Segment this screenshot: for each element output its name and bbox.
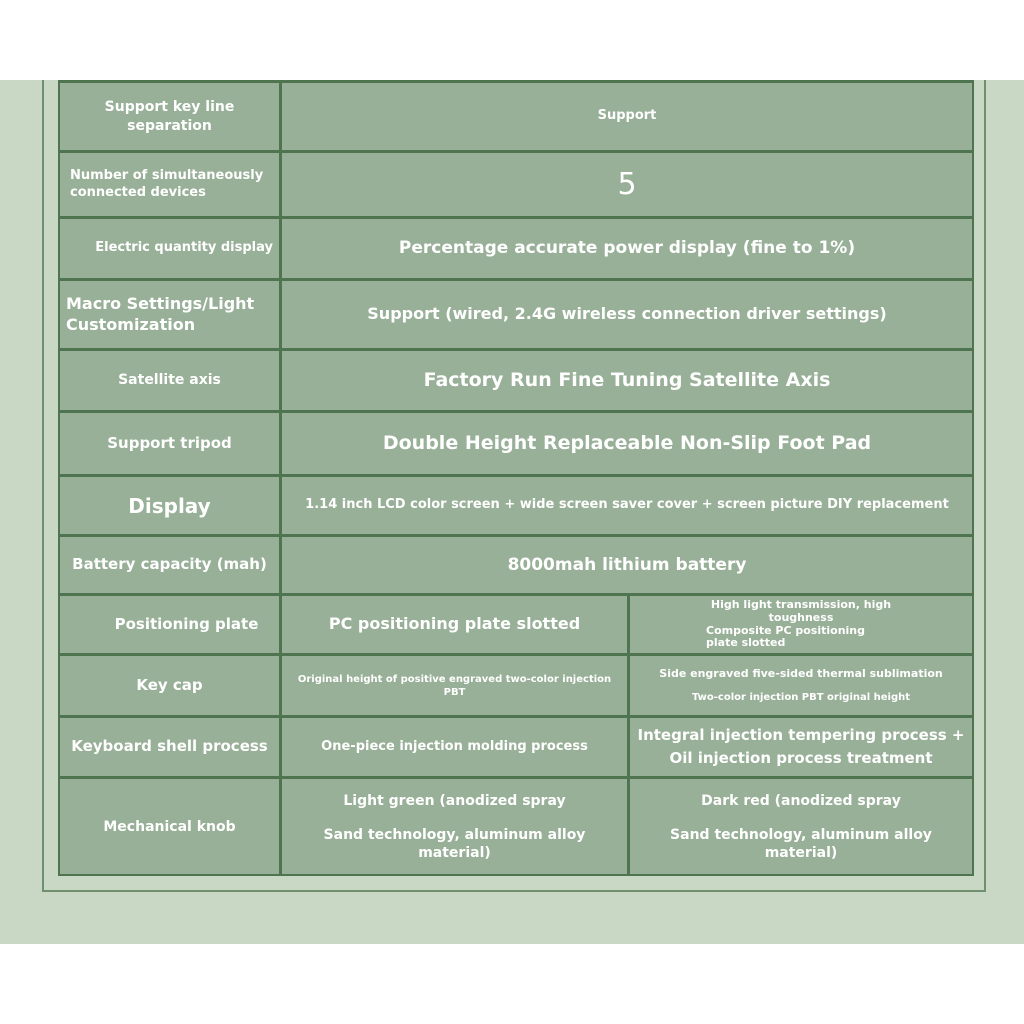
table-row <box>60 477 972 537</box>
row-value-b <box>630 779 972 875</box>
row-label: Macro Settings/Light Customization <box>60 281 282 348</box>
table-row <box>60 153 972 219</box>
row-value-b-line2: Two-color injection PBT original height <box>691 692 911 704</box>
row-label: Key cap <box>60 656 282 715</box>
row-value-b-line1: Dark red (anodized spray <box>701 792 901 809</box>
table-row <box>60 351 972 413</box>
row-value-b-line2: Sand technology, aluminum alloy material) <box>670 826 932 862</box>
table-row <box>60 219 972 281</box>
table-row <box>60 779 972 875</box>
row-label: Satellite axis <box>60 351 282 410</box>
row-value: 8000mah lithium battery <box>507 554 747 575</box>
row-value: Double Height Replaceable Non-Slip Foot Pad <box>382 432 872 455</box>
table-row <box>60 537 972 596</box>
row-label: Positioning plate <box>60 596 282 653</box>
table-row <box>60 413 972 477</box>
row-value-b <box>630 596 972 653</box>
row-value-a-line1: Light green (anodized spray <box>343 792 566 809</box>
table-row <box>60 718 972 779</box>
table-row <box>60 656 972 718</box>
row-label: Keyboard shell process <box>60 718 282 776</box>
row-label: Electric quantity display <box>60 219 282 278</box>
row-value: 5 <box>617 167 637 202</box>
row-value-b-line2: Composite PC positioning plate slotted <box>706 623 865 650</box>
row-label: Battery capacity (mah) <box>60 537 282 593</box>
row-value-b-line1: Side engraved five-sided thermal sublimation <box>659 666 943 680</box>
row-value-b-line1: High light transmission, high toughness <box>710 598 892 624</box>
spec-table <box>58 80 974 876</box>
row-label: Number of simultaneously connected devices <box>60 153 282 216</box>
row-value-b <box>630 718 972 776</box>
row-value-b <box>630 656 972 715</box>
row-value-a: One-piece injection molding process <box>282 718 630 776</box>
row-value: Percentage accurate power display (fine to 1%) <box>398 238 856 259</box>
table-row <box>60 596 972 656</box>
row-value-b-line1: Integral injection tempering process + <box>637 725 965 744</box>
row-value: Factory Run Fine Tuning Satellite Axis <box>423 369 831 392</box>
row-value-a <box>282 779 630 875</box>
row-label: Mechanical knob <box>60 779 282 875</box>
table-row <box>60 281 972 351</box>
row-value-a-line2: Sand technology, aluminum alloy material) <box>323 826 586 862</box>
row-label: Support key line separation <box>60 83 282 150</box>
row-value-a: PC positioning plate slotted <box>282 596 630 653</box>
row-value: Support (wired, 2.4G wireless connection driver settings) <box>367 304 887 324</box>
row-value-b-line2: Oil injection process treatment <box>669 749 933 767</box>
row-value: 1.14 inch LCD color screen + wide screen saver cover + screen picture DIY replacement <box>305 497 949 513</box>
row-label: Display <box>60 477 282 534</box>
row-label: Support tripod <box>60 413 282 474</box>
table-row <box>60 83 972 153</box>
row-value-a: Original height of positive engraved two-color injection PBT <box>282 656 630 715</box>
row-value: Support <box>597 108 657 124</box>
